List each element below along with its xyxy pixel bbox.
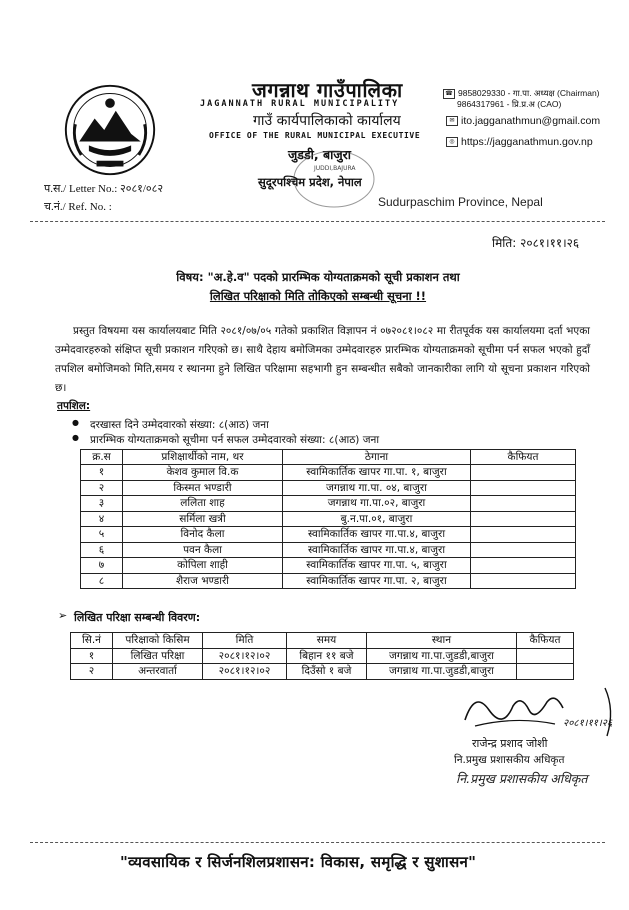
col-header-exam-type: परिक्षाको किसिम — [113, 633, 203, 649]
table-row — [81, 527, 576, 543]
shortlisted-count-item: ● प्रारम्भिक योग्यताक्रमको सूचीमा पर्न सफल उम्मेदवारको संख्या: ८(आठ) जना — [90, 433, 379, 447]
municipality-title-nepali: जगन्नाथ गाउँपालिका — [252, 78, 403, 102]
table-cell: स्वामिकार्तिक खापर गा.पा.४, बाजुरा — [283, 542, 471, 558]
signature-date: २०८१।११।२६ — [563, 718, 613, 729]
contact-chairman: ☎ 9858029330 - गा.पा. अध्यक्ष (Chairman) — [443, 88, 600, 99]
table-row — [81, 542, 576, 558]
notice-date: मिति: २०८१।११।२६ — [492, 236, 580, 250]
table-cell: स्वामिकार्तिक खापर गा.पा. २, बाजुरा — [283, 573, 471, 589]
table-header-row — [81, 450, 576, 465]
applicant-count-item: ● दरखास्त दिने उम्मेदवारको संख्या: ८(आठ) जना — [90, 418, 269, 432]
province-nepali: सुदूरपश्चिम प्रदेश, नेपाल — [258, 175, 362, 189]
table-row — [81, 496, 576, 512]
col-header-address: ठेगाना — [283, 450, 471, 465]
exam-details-heading: ➢ लिखित परिक्षा सम्बन्धी विवरण: — [74, 610, 200, 625]
table-cell: लिखित परिक्षा — [113, 648, 203, 664]
table-cell: किस्मत भण्डारी — [123, 480, 283, 496]
office-location-nepali: जुडडी, बाजुरा — [288, 147, 351, 162]
footer-divider — [30, 842, 605, 843]
table-cell: अन्तरवार्ता — [113, 664, 203, 680]
table-cell: ३ — [81, 496, 123, 512]
table-cell: जगन्नाथ गा.पा.जुडडी,बाजुरा — [367, 648, 517, 664]
email-icon: ✉ — [446, 116, 458, 126]
details-heading: तपशिल: — [57, 400, 91, 412]
table-cell: १ — [71, 648, 113, 664]
table-cell: स्वामिकार्तिक खापर गा.पा.४, बाजुरा — [283, 527, 471, 543]
contact-website: ◎ https://jagganathmun.gov.np — [446, 136, 593, 148]
table-cell: कोपिला शाही — [123, 558, 283, 574]
table-cell — [471, 558, 576, 574]
office-name-english: OFFICE OF THE RURAL MUNICIPAL EXECUTIVE — [209, 131, 421, 140]
signatory-title: नि.प्रमुख प्रशासकीय अधिकृत — [454, 754, 565, 766]
table-cell: केशव कुमाल वि.क — [123, 465, 283, 481]
table-cell: जगन्नाथ गा.पा.जुडडी,बाजुरा — [367, 664, 517, 680]
col-header-remarks: कैफियत — [517, 633, 574, 649]
subject-line-1: विषय: "अ.हे.व" पदको प्रारम्भिक योग्यताक्रमको सूची प्रकाशन तथा — [176, 270, 460, 284]
table-cell: ५ — [81, 527, 123, 543]
table-cell: दिउँसो १ बजे — [287, 664, 367, 680]
col-header-remarks: कैफियत — [471, 450, 576, 465]
municipality-title-english: JAGANNATH RURAL MUNICIPALITY — [200, 99, 400, 109]
table-cell: ६ — [81, 542, 123, 558]
signatory-stamp: नि.प्रमुख प्रशासकीय अधिकृत — [456, 771, 588, 786]
table-cell: ७ — [81, 558, 123, 574]
table-cell: ४ — [81, 511, 123, 527]
table-row — [81, 480, 576, 496]
table-cell — [471, 527, 576, 543]
contact-cao: 9864317961 - प्रि.प्र.अ (CAO) — [457, 99, 562, 109]
table-header-row — [71, 633, 574, 649]
table-cell — [471, 496, 576, 512]
reference-number: च.नं./ Ref. No. : — [44, 201, 112, 213]
table-cell: सर्मिला खत्री — [123, 511, 283, 527]
table-cell: पवन कैला — [123, 542, 283, 558]
table-cell: विनोद कैला — [123, 527, 283, 543]
municipality-emblem-logo — [62, 82, 158, 178]
letter-number: प.स./ Letter No.: २०८१/०८२ — [44, 183, 164, 195]
col-header-sn: सि.नं — [71, 633, 113, 649]
footer-motto: "व्यवसायिक र सिर्जनशिलप्रशासन: विकास, समृद्धि र सुशासन" — [120, 853, 477, 871]
globe-icon: ◎ — [446, 137, 458, 147]
table-cell: जगन्नाथ गा.पा.०२, बाजुरा — [283, 496, 471, 512]
table-cell: स्वामिकार्तिक खापर गा.पा. ५, बाजुरा — [283, 558, 471, 574]
table-row — [71, 664, 574, 680]
table-row — [81, 511, 576, 527]
table-cell — [517, 664, 574, 680]
province-english: Sudurpaschim Province, Nepal — [378, 195, 543, 209]
table-row — [81, 558, 576, 574]
signatory-name: राजेन्द्र प्रशाद जोशी — [472, 737, 548, 750]
header-divider — [30, 221, 605, 222]
table-cell: २०८१।१२।०२ — [203, 648, 287, 664]
table-cell — [471, 465, 576, 481]
table-cell: शैराज भण्डारी — [123, 573, 283, 589]
table-cell — [471, 573, 576, 589]
col-header-time: समय — [287, 633, 367, 649]
table-cell — [471, 542, 576, 558]
col-header-name: प्रशिक्षार्थीको नाम, थर — [123, 450, 283, 465]
notice-subject — [128, 268, 508, 306]
table-cell: १ — [81, 465, 123, 481]
table-cell: बिहान ११ बजे — [287, 648, 367, 664]
table-cell — [471, 480, 576, 496]
office-name-nepali: गाउँ कार्यपालिकाको कार्यालय — [253, 113, 401, 129]
table-cell: ललिता शाह — [123, 496, 283, 512]
candidates-table — [80, 449, 576, 589]
table-cell: ८ — [81, 573, 123, 589]
stamp-text: JUDDI,BAJURA — [314, 165, 356, 172]
table-row — [81, 573, 576, 589]
phone-icon: ☎ — [443, 89, 455, 99]
table-cell: २ — [81, 480, 123, 496]
col-header-sn: क्र.स — [81, 450, 123, 465]
table-cell: २०८१।१२।०२ — [203, 664, 287, 680]
subject-line-2: लिखित परिक्षाको मिति तोकिएको सम्बन्धी सूचना !! — [209, 289, 427, 303]
col-header-venue: स्थान — [367, 633, 517, 649]
contact-email: ✉ ito.jagganathmun@gmail.com — [446, 115, 600, 127]
table-row — [71, 648, 574, 664]
table-cell: स्वामिकार्तिक खापर गा.पा. १, बाजुरा — [283, 465, 471, 481]
table-cell: जगन्नाथ गा.पा. ०४, बाजुरा — [283, 480, 471, 496]
table-cell — [471, 511, 576, 527]
table-row — [81, 465, 576, 481]
col-header-date: मिति — [203, 633, 287, 649]
table-cell — [517, 648, 574, 664]
exam-schedule-table — [70, 632, 574, 680]
table-cell: बु.न.पा.०१, बाजुरा — [283, 511, 471, 527]
notice-body-paragraph: प्रस्तुत विषयमा यस कार्यालयबाट मिति २०८१/०७/०५ गतेको प्रकाशित विज्ञापन नं ०७२०८१।०८२ मा रीतपूर्वक यस कार्यालयमा दर्ता भएका उम्मेदवारहरुको संक्षिप्त सूची प्रकाशन गरिएको छ। साथै देहाय बमोजिमका उम्मेदवारहरु प्रारम्भिक योग्यताक्रमको सूचीमा पर्न सफल भएको हुदाँ तपशिल बमोजिमको मिति,समय र स्थानमा हुने लिखित परिक्षामा सहभागी हुन सम्बन्धीत सबैको जानकारीका लागि यो सूचना प्रकाशन गरिएको छ। — [55, 325, 590, 394]
handwritten-signature — [455, 680, 625, 742]
table-cell: २ — [71, 664, 113, 680]
